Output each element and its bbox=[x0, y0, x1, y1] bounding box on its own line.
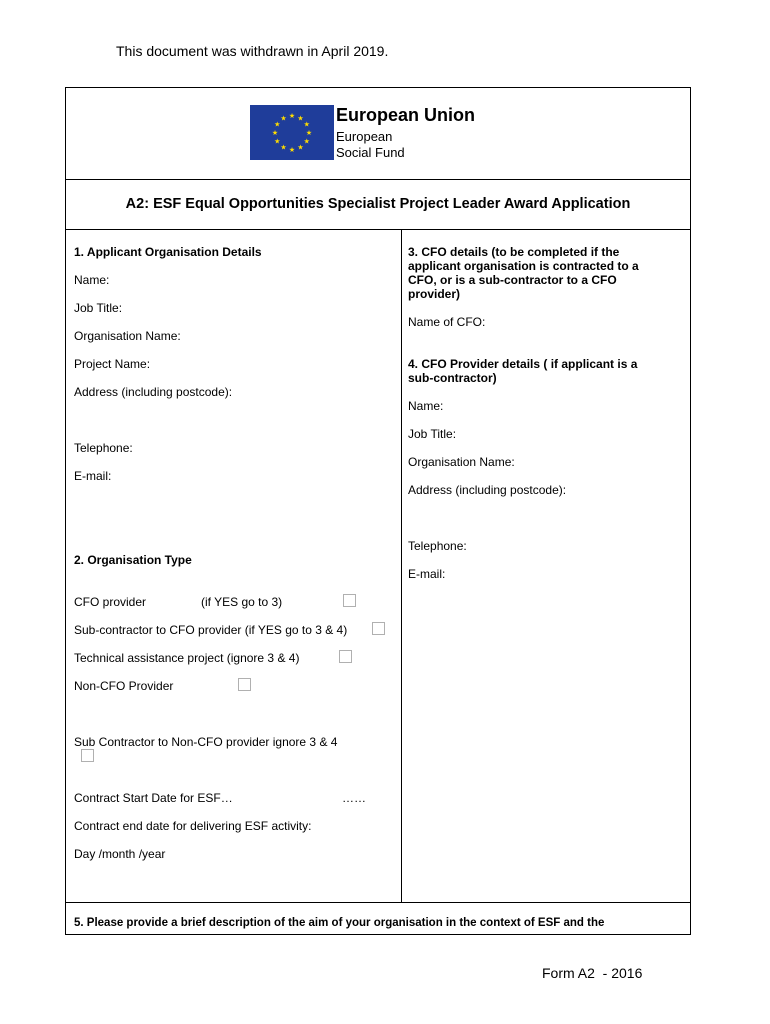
section3-heading: 3. CFO details (to be completed if the applicant organisation is contracted to a CFO, or is a sub-contractor to a CFO provider) bbox=[408, 245, 639, 301]
contract-end-field[interactable]: Contract end date for delivering ESF activity: bbox=[74, 819, 312, 833]
cfo-provider-job-title-field[interactable]: Job Title: bbox=[408, 427, 457, 441]
title-row bbox=[66, 180, 690, 230]
technical-assistance-checkbox[interactable] bbox=[339, 650, 352, 663]
cfo-name-field[interactable]: Name of CFO: bbox=[408, 315, 486, 329]
contract-start-field[interactable]: Contract Start Date for ESF… bbox=[74, 791, 233, 805]
cfo-provider-org-name-field[interactable]: Organisation Name: bbox=[408, 455, 515, 469]
cfo-provider-email-field[interactable]: E-mail: bbox=[408, 567, 446, 581]
eu-star-icon: ★ bbox=[297, 144, 304, 152]
esf-logo-text bbox=[334, 105, 505, 160]
eu-star-icon: ★ bbox=[288, 113, 296, 120]
eu-star-icon: ★ bbox=[297, 115, 304, 123]
eu-star-icon: ★ bbox=[274, 138, 281, 146]
sub-non-cfo-label: Sub Contractor to Non-CFO provider ignore 3 & 4 bbox=[74, 735, 338, 749]
eu-star-icon: ★ bbox=[303, 121, 310, 129]
sub-non-cfo-checkbox[interactable] bbox=[81, 749, 94, 762]
eu-star-icon: ★ bbox=[305, 130, 313, 137]
logo-row bbox=[66, 88, 690, 180]
cfo-provider-telephone-field[interactable]: Telephone: bbox=[408, 539, 467, 553]
applicant-name-field[interactable]: Name: bbox=[74, 273, 110, 287]
technical-assistance-label: Technical assistance project (ignore 3 & 4) bbox=[74, 651, 300, 665]
column-divider bbox=[401, 230, 402, 902]
applicant-job-title-field[interactable]: Job Title: bbox=[74, 301, 123, 315]
logo-title: European Union bbox=[336, 105, 475, 125]
section1-heading: 1. Applicant Organisation Details bbox=[74, 245, 262, 259]
cfo-provider-note: (if YES go to 3) bbox=[201, 595, 283, 609]
non-cfo-provider-checkbox[interactable] bbox=[238, 678, 251, 691]
application-form bbox=[65, 87, 691, 935]
eu-star-icon: ★ bbox=[280, 115, 287, 123]
cfo-provider-name-field[interactable]: Name: bbox=[408, 399, 444, 413]
subcontractor-cfo-label: Sub-contractor to CFO provider (if YES go to 3 & 4) bbox=[74, 623, 348, 637]
eu-star-icon: ★ bbox=[288, 147, 296, 154]
applicant-email-field[interactable]: E-mail: bbox=[74, 469, 112, 483]
form-title: A2: ESF Equal Opportunities Specialist Project Leader Award Application bbox=[125, 196, 631, 212]
applicant-address-field[interactable]: Address (including postcode): bbox=[74, 385, 233, 399]
eu-stars bbox=[250, 105, 334, 160]
applicant-org-name-field[interactable]: Organisation Name: bbox=[74, 329, 181, 343]
section5-divider bbox=[66, 902, 690, 903]
withdrawn-notice: This document was withdrawn in April 2019. bbox=[116, 43, 389, 59]
section4-heading: 4. CFO Provider details ( if applicant is a sub-contractor) bbox=[408, 357, 638, 385]
project-name-field[interactable]: Project Name: bbox=[74, 357, 151, 371]
eu-star-icon: ★ bbox=[274, 121, 281, 129]
non-cfo-provider-label: Non-CFO Provider bbox=[74, 679, 174, 693]
logo-line-1: European bbox=[336, 129, 393, 144]
date-format-hint: Day /month /year bbox=[74, 847, 166, 861]
form-version-footer: Form A2 - 2016 bbox=[542, 965, 643, 981]
subcontractor-cfo-checkbox[interactable] bbox=[372, 622, 385, 635]
eu-flag-icon bbox=[250, 105, 334, 160]
section5-heading: 5. Please provide a brief description of the aim of your organisation in the context of ESF and the bbox=[74, 917, 605, 929]
cfo-provider-label: CFO provider bbox=[74, 595, 147, 609]
section2-heading: 2. Organisation Type bbox=[74, 553, 192, 567]
eu-star-icon: ★ bbox=[303, 138, 310, 146]
logo-line-2: Social Fund bbox=[336, 145, 405, 160]
eu-star-icon: ★ bbox=[280, 144, 287, 152]
cfo-provider-checkbox[interactable] bbox=[343, 594, 356, 607]
cfo-provider-address-field[interactable]: Address (including postcode): bbox=[408, 483, 567, 497]
contract-start-dots: …… bbox=[342, 791, 366, 805]
applicant-telephone-field[interactable]: Telephone: bbox=[74, 441, 133, 455]
eu-star-icon: ★ bbox=[271, 130, 279, 137]
